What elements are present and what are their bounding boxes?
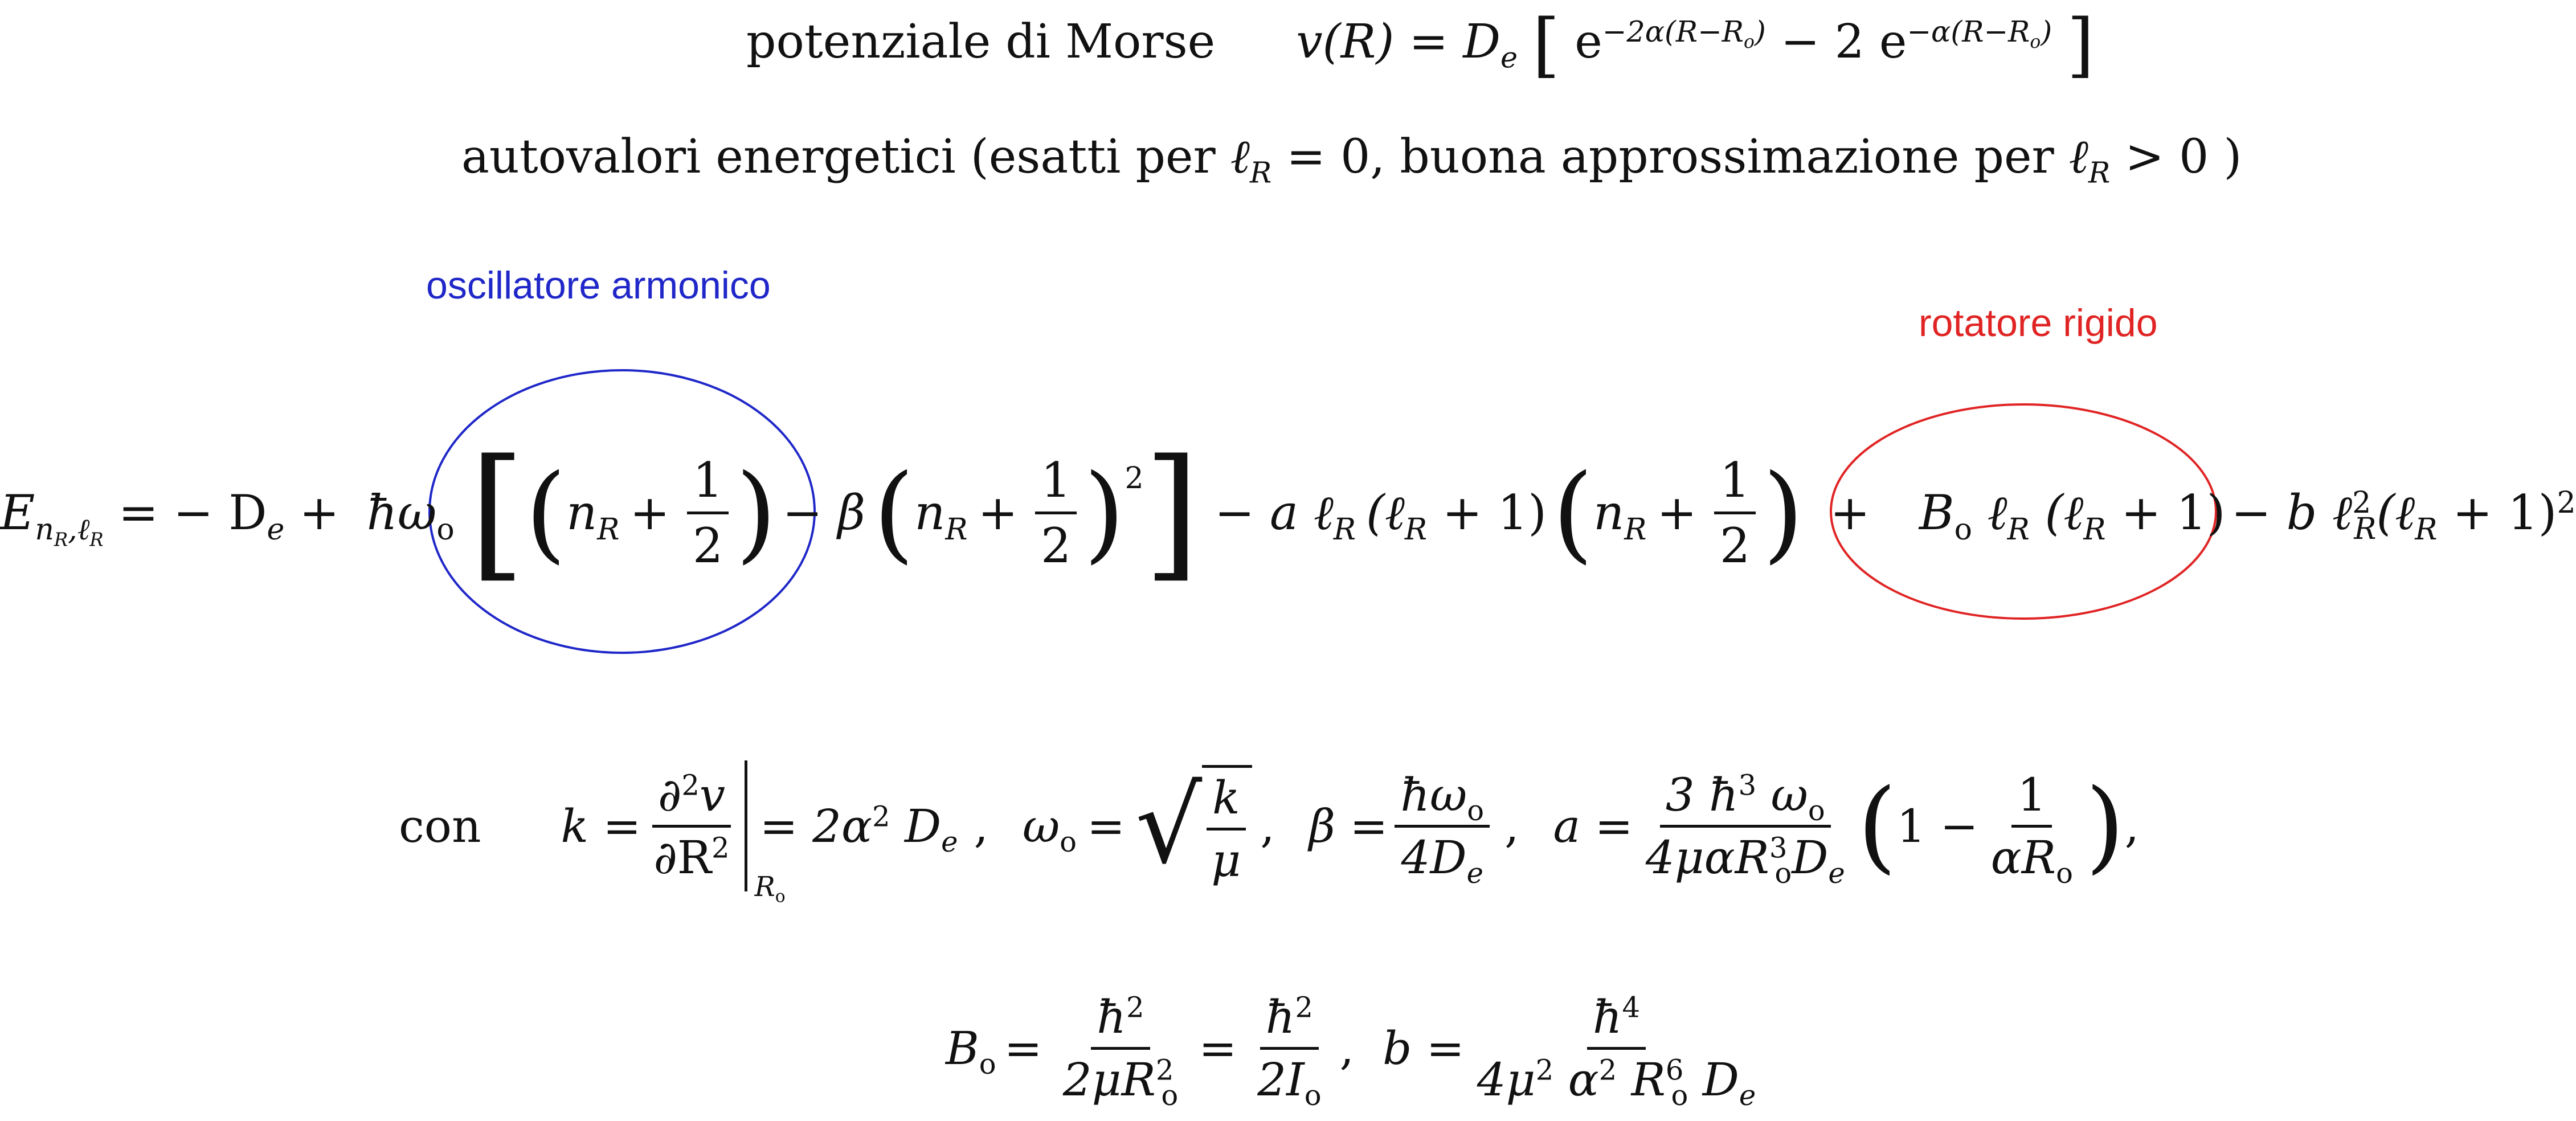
energy-plus-half-3: +	[1657, 485, 1697, 541]
energy-plus-half-2: +	[978, 485, 1018, 541]
energy-b-term: − b ℓ$^2_R$(ℓ$_R$ + 1)$^2$	[2231, 484, 2576, 547]
energy-l-plus-one: (ℓ$_R$ + 1)	[1366, 484, 1547, 547]
energy-minus-de: − $D_e$	[173, 485, 285, 547]
morse-term1: $e^{-2\alpha(R-R_o)}$	[1575, 14, 1766, 69]
comma-2: ,	[1260, 799, 1275, 853]
morse-bracket-left: [	[1532, 5, 1560, 86]
energy-paren-close-1: )	[735, 451, 777, 574]
fraction-half-2: $\frac{1}{2}$	[1035, 452, 1077, 574]
morse-lhs: $v(R) = D_e$	[1296, 15, 1518, 75]
energy-nR-2: $n_R$	[914, 485, 968, 547]
energy-B-term: $B_o$ ℓ$_R$ (ℓ$_R$ + 1)	[1919, 484, 2226, 547]
eigenvalues-line	[461, 130, 2242, 190]
energy-nR-3: $n_R$	[1593, 485, 1647, 547]
eigen-cond2: ℓ$_R$ > 0 )	[2068, 130, 2242, 190]
fraction-d2v-dR2: $\frac{\partial^2v}{\partial R^2}$	[648, 768, 735, 884]
a-paren-close: )	[2085, 767, 2125, 884]
harmonic-oscillator-label: oscillatore armonico	[426, 264, 771, 307]
energy-bracket-open: [	[469, 429, 526, 596]
energy-minus-a: − a ℓ$_R$	[1214, 484, 1356, 547]
energy-plus-1: +	[299, 485, 340, 541]
fraction-a: $\frac{3 ħ^3 \omega_o}{4\mu\alpha R^3_oD_e}$	[1645, 768, 1845, 890]
b-eq: b =	[1383, 1021, 1465, 1075]
definitions-line-2	[946, 977, 1768, 1119]
energy-hbar-omega: $ħ\omega_o$	[366, 485, 455, 547]
fraction-B-2: $\frac{ħ^2}{2I_o}$	[1257, 990, 1322, 1112]
morse-bracket-right: ]	[2067, 5, 2095, 86]
morse-term2: − 2 $e^{-\alpha(R-R_o)}$	[1780, 14, 2052, 69]
definitions-line-1	[399, 740, 2139, 911]
rigid-rotor-label: rotatore rigido	[1919, 301, 2158, 345]
energy-plus-2: +	[1830, 485, 1870, 541]
B-eq-1: =	[1004, 1021, 1042, 1075]
k-eq: k =	[561, 799, 641, 853]
fraction-B-1: $\frac{ħ^2}{2\mu R^2_o}$	[1062, 990, 1179, 1112]
morse-label: potenziale di Morse	[746, 15, 1216, 69]
energy-paren-open-2: (	[873, 451, 915, 574]
B-comma: ,	[1339, 1021, 1355, 1075]
comma-1: ,	[974, 799, 988, 853]
energy-paren-close-3: )	[1763, 451, 1804, 574]
fraction-half-1: $\frac{1}{2}$	[687, 452, 729, 574]
eigen-text-a: autovalori energetici (esatti per	[461, 130, 1216, 184]
comma-3: ,	[1504, 799, 1519, 853]
a-eq: a =	[1553, 799, 1633, 853]
B-lhs: $B_o$	[946, 1021, 996, 1081]
eigen-text-b: buona approssimazione per	[1400, 130, 2054, 184]
eigen-cond1: ℓ$_R$ = 0,	[1230, 130, 1385, 190]
k-rhs: = $2\alpha^2$ $D_e$	[759, 799, 958, 858]
energy-paren-close-2: )	[1083, 451, 1125, 574]
evaluation-bar: $R_o$	[745, 760, 747, 891]
sqrt-k-over-mu: √ $\frac{k}{\mu}$	[1135, 765, 1252, 887]
fraction-beta: $\frac{ħ\omega_o}{4D_e}$	[1395, 768, 1490, 884]
omega-eq: =	[1087, 799, 1126, 853]
energy-nR-1: $n_R$	[566, 485, 620, 547]
energy-plus-half-1: +	[629, 485, 670, 541]
fraction-b: $\frac{ħ^4}{4\mu^2 \alpha^2 R^6_o D_e}$	[1477, 990, 1756, 1112]
energy-lhs: $E_{n_R,\ell_R}$	[0, 485, 104, 551]
con-label: con	[399, 799, 481, 853]
energy-eq: =	[118, 485, 159, 541]
omega-lhs: $\omega_o$	[1022, 799, 1077, 858]
comma-4: ,	[2124, 799, 2140, 853]
B-eq-2: =	[1199, 1021, 1237, 1075]
energy-bracket-close: ]	[1143, 429, 1200, 596]
a-paren-open: (	[1857, 767, 1897, 884]
fraction-half-3: $\frac{1}{2}$	[1714, 452, 1756, 574]
beta-eq: β =	[1309, 799, 1388, 853]
energy-paren-open-3: (	[1552, 451, 1594, 574]
energy-formula: $E_{n_R,\ell_R}$ = − $D_e$ + $ħ\omega_o$ [ ( $n_R$ + $\frac{1}{2}$ ) − β ( $n_R$ + $\frac{1}{2}$ ) $^2$ ] − a ℓ$_R$ (ℓ$_R$ + 1) ( $n_R$ + $\frac{1}{2}$ ) + $B_o$ ℓ$_R$ (ℓ$_R$ + 1) − b ℓ$^2_R$(ℓ$_R$ + 1)$^2$	[0, 429, 2576, 596]
energy-paren-open-1: (	[525, 451, 567, 574]
energy-minus-beta: − β	[782, 485, 866, 541]
a-one-minus: 1 −	[1896, 799, 1978, 853]
fraction-one-over-alphaR: $\frac{1}{\alpha R_o}$	[1990, 768, 2073, 890]
morse-potential-line	[746, 5, 2095, 86]
